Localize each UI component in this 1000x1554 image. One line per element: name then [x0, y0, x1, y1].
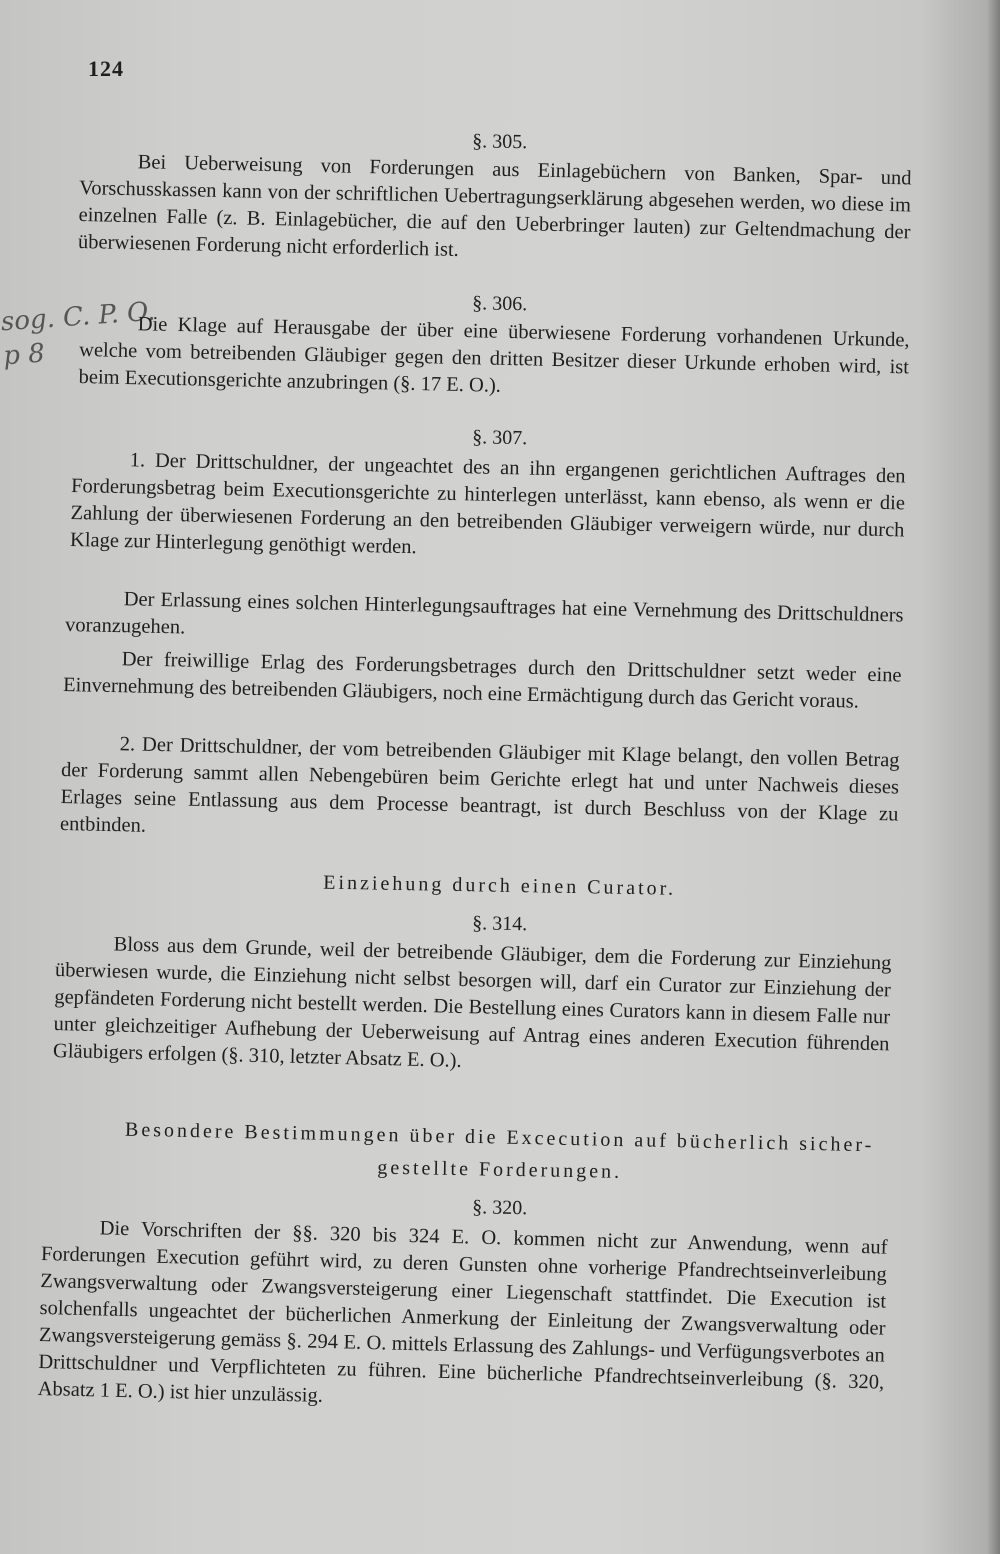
section-305-text: Bei Ueberweisung von Forderungen aus Einlagebüchern von Banken, Spar- und Vorschusskassen kann von der schriftlichen Uebertragungserklärung abgesehen werden, wo diese im einzelnen Falle (z. B. Einlagebücher, die auf den Ueberbringer lauten) zur Geltendmachung der überwiesenen Forderung nicht erforderlich ist. [77, 151, 912, 261]
page-edge-shadow [986, 0, 1000, 1554]
heading-curator: Einziehung durch einen Curator. [323, 871, 677, 900]
section-320-text: Die Vorschriften der §§. 320 bis 324 E. O. kommen nicht zur Anwendung, wenn auf Forderungen Execution geführt wird, zu deren Gunsten ohne vorherige Pfandrechtseinverleibung Zwangsverwaltung oder Zwangsversteigerung einer Liegenschaft stattfindet. Die Execution ist solchenfalls ungeachtet der bücherlichen Anmerkung der Einleitung der Zwangsverwaltung oder Zwangsversteigerung gemäss §. 294 E. O. mittels Erlassung des Zahlungs- und Verfügungsverbotes an Drittschuldner und Verpflichteten zu führen. Eine bücherliche Pfandrechtseinverleibung (§. 320, Absatz 1 E. O.) ist hier unzulässig. [37, 1217, 888, 1407]
section-title-320: §. 320. [472, 1196, 528, 1220]
heading-special-provisions-line-2: gestellte Forderungen. [377, 1156, 623, 1183]
margin-note-line: sog. C. P. O. [0, 296, 157, 338]
section-title-305: §. 305. [472, 130, 528, 154]
section-307-paragraph-2: Der Erlassung eines solchen Hinterlegungsauftrages hat eine Vernehmung des Drittschuldners voranzugehen. [64, 588, 904, 639]
heading-special-provisions-line-1: Besondere Bestimmungen über die Excecution auf bücherlich sicher- [124, 1118, 875, 1157]
margin-note-line: p 8 [2, 338, 46, 372]
section-314-text: Bloss aus dem Grunde, weil der betreibende Gläubiger, dem die Forderung zur Einziehung überwiesen wurde, die Einziehung nicht selbst besorgen will, darf ein Curator zur Einziehung der gepfändeten Forderung nicht bestellt werden. Die Bestellung eines Curators kann in diesem Falle nur unter gleichzeitiger Aufhebung der Ueberweisung auf Antrag eines anderen Execution führenden Gläubigers erfolgen (§. 310, letzter Absatz E. O.). [52, 933, 892, 1072]
page-number: 124 [88, 56, 124, 81]
section-title-307: §. 307. [472, 426, 528, 450]
section-title-314: §. 314. [472, 912, 528, 936]
section-title-306: §. 306. [472, 292, 528, 316]
section-306-text: Die Klage auf Herausgabe der über eine überwiesene Forderung vorhandenen Urkunde, welche vom betreibenden Gläubiger gegen den dritten Besitzer dieser Urkunde erhoben wird, ist beim Executionsgerichte anzubringen (§. 17 E. O.). [78, 313, 910, 397]
section-307-paragraph-4: 2. Der Drittschuldner, der vom betreibenden Gläubiger mit Klage belangt, den vollen Betrag der Forderung sammt allen Nebengebüren beim Gerichte erlegt hat und unter Nachweis dieses Erlages seine Entlassung aus dem Processe beantragt, ist durch Beschluss von der Klage zu entbinden. [59, 733, 900, 837]
section-307-paragraph-3: Der freiwillige Erlag des Forderungsbetrages durch den Drittschuldner setzt weder eine Einvernehmung des betreibenden Gläubigers, noch eine Ermächtigung durch das Gericht voraus. [62, 648, 902, 713]
section-307-paragraph-1: 1. Der Drittschuldner, der ungeachtet des an ihn ergangenen gerichtlichen Auftrages den Forderungsbetrag beim Executionsgerichte zu hinterlegen unterlässt, kann ebenso, als wenn er die Zahlung der überwiesenen Forderung an den betreibenden Gläubiger verweigern würde, nur durch Klage zur Hinterlegung genöthigt werden. [69, 449, 906, 559]
